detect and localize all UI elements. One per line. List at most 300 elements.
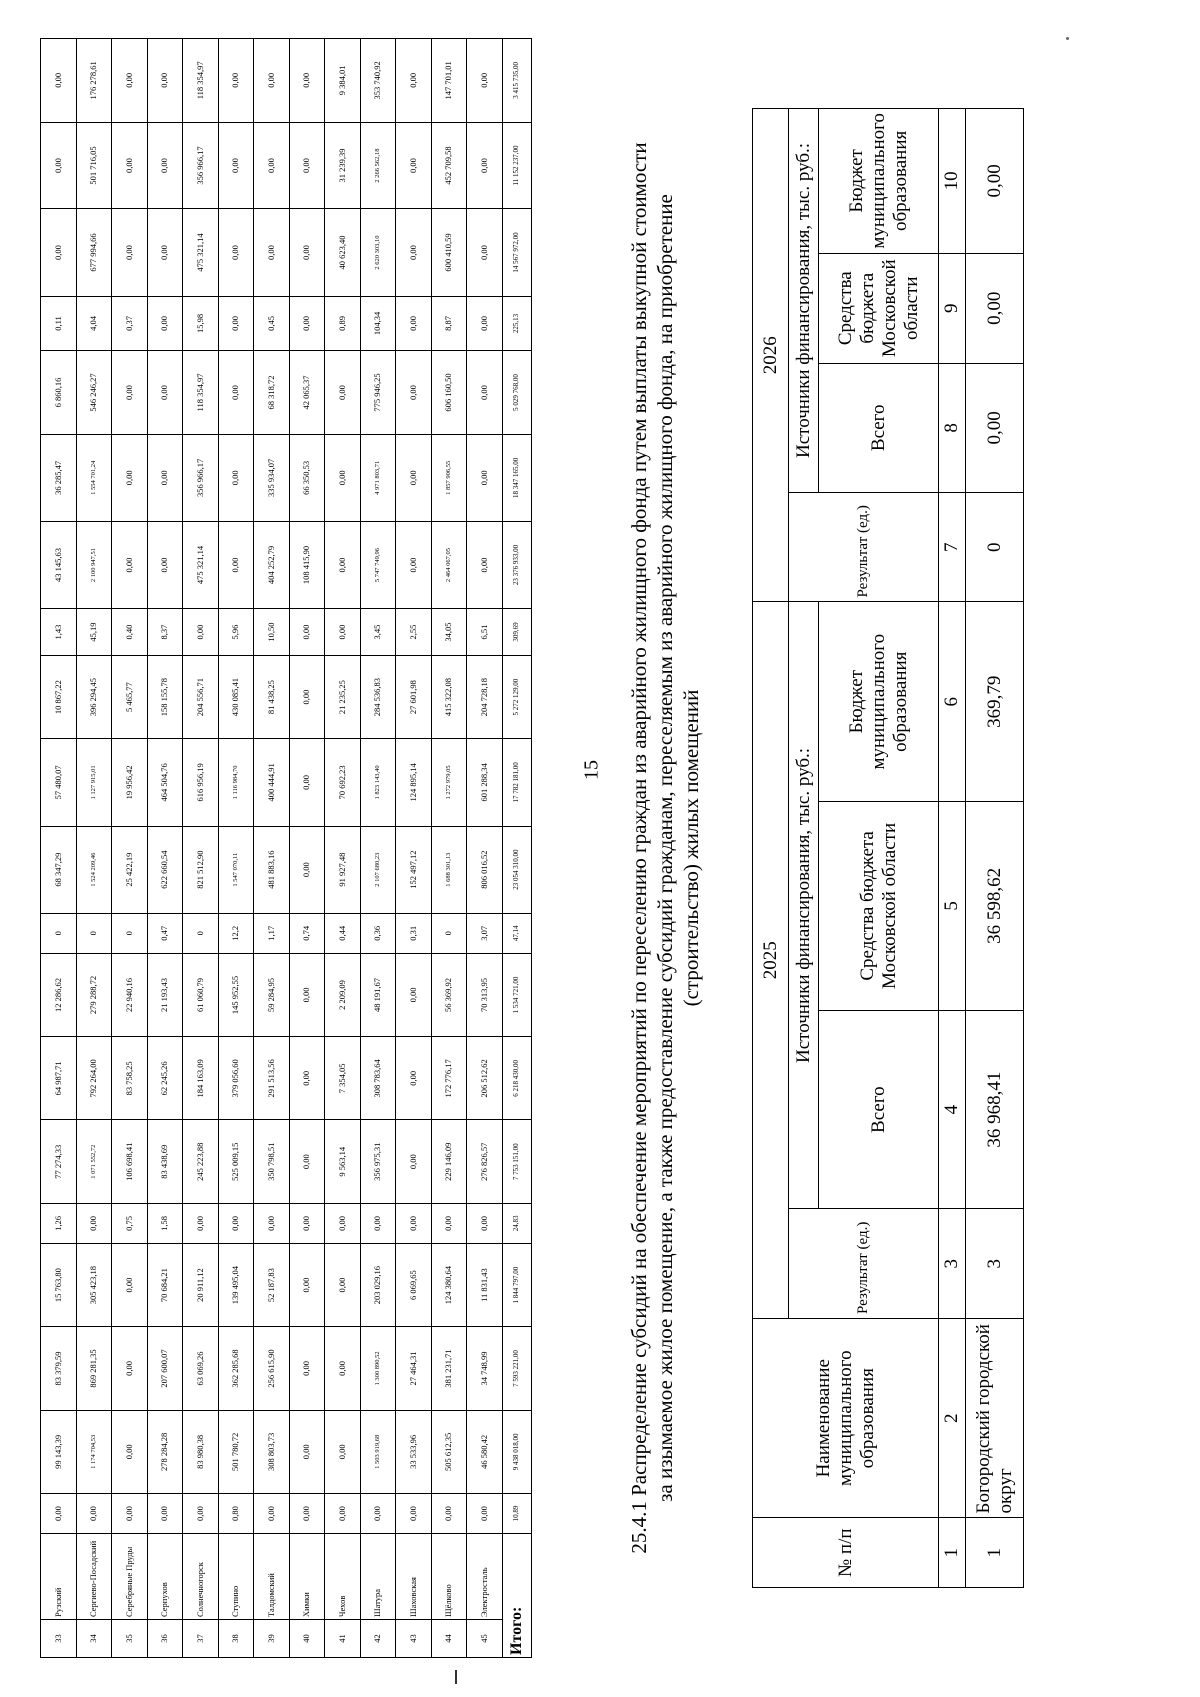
table-cell: 353 740,92 <box>360 39 396 123</box>
table-cell: 0,00 <box>396 39 432 123</box>
table-cell: 20 911,12 <box>183 1243 219 1326</box>
municipality-name: Серпухов <box>147 1534 183 1620</box>
table-cell: 379 056,60 <box>218 1037 254 1120</box>
table-cell: 0,00 <box>467 122 503 209</box>
table-cell: 34,05 <box>431 609 467 656</box>
table-cell: 430 085,41 <box>218 655 254 738</box>
table-cell: 0,00 <box>396 1203 432 1243</box>
table-cell: 0,00 <box>218 351 254 434</box>
header-municipal-2026: Бюджет муниципального образования <box>819 109 939 254</box>
table-cell: 501 780,72 <box>218 1410 254 1493</box>
total-cell: 7 753 151,00 <box>502 1120 531 1203</box>
table-cell: 2 620 303,10 <box>360 209 396 296</box>
table-row <box>254 39 290 1658</box>
table-cell: 396 294,45 <box>76 655 112 738</box>
table-cell: 59 284,95 <box>254 953 290 1036</box>
table-cell: 0 <box>112 913 148 953</box>
table-row <box>147 39 183 1658</box>
table-cell: 61 060,79 <box>183 953 219 1036</box>
header-sources-2026: Источники финансирования, тыс. руб.: <box>789 109 819 493</box>
table-cell: 0,00 <box>76 1494 112 1534</box>
table-cell: 91 927,48 <box>325 826 361 913</box>
table-cell: 0,00 <box>147 434 183 521</box>
table-cell: 452 709,58 <box>431 122 467 209</box>
table-cell: 356 966,17 <box>183 122 219 209</box>
total-label: Итого: <box>502 1534 531 1658</box>
table-cell: 36 968,41 <box>966 1010 1024 1209</box>
column-number: 4 <box>939 1010 966 1209</box>
table-cell: 501 716,05 <box>76 122 112 209</box>
table-cell: 0,00 <box>112 209 148 296</box>
row-number: 34 <box>76 1620 112 1658</box>
table-cell: 22 940,16 <box>112 953 148 1036</box>
column-number: 1 <box>939 1518 966 1588</box>
table-cell: 245 223,88 <box>183 1120 219 1203</box>
table-cell: 206 512,62 <box>467 1037 503 1120</box>
table-cell: 0,36 <box>360 913 396 953</box>
table-cell: 68 347,29 <box>41 826 77 913</box>
table-cell: 0,00 <box>289 655 325 738</box>
table-cell: 1 554 701,24 <box>76 434 112 521</box>
table-row <box>76 39 112 1658</box>
total-cell: 5 272 129,00 <box>502 655 531 738</box>
table-cell: 21 235,25 <box>325 655 361 738</box>
column-number: 10 <box>939 109 966 254</box>
table-cell: 381 231,71 <box>431 1327 467 1410</box>
table-cell: 1 174 704,53 <box>76 1410 112 1493</box>
table-cell: 2,55 <box>396 609 432 656</box>
table-cell: 145 952,55 <box>218 953 254 1036</box>
table-cell: 356 966,17 <box>183 434 219 521</box>
table-cell: 10,50 <box>254 609 290 656</box>
table-cell: 0,00 <box>325 521 361 608</box>
table-cell: 1,17 <box>254 913 290 953</box>
table-cell: 207 600,07 <box>147 1327 183 1410</box>
header-2025: 2025 <box>753 602 789 1319</box>
table-cell: 0,00 <box>467 39 503 123</box>
table-cell: 1 <box>966 1518 1024 1588</box>
table-cell: 15 763,80 <box>41 1243 77 1326</box>
table-cell: 63 069,26 <box>183 1327 219 1410</box>
table-row <box>360 39 396 1658</box>
table-cell: 278 284,28 <box>147 1410 183 1493</box>
column-number-row <box>939 109 966 1588</box>
table-cell: 1 823 143,40 <box>360 739 396 826</box>
table-cell: 118 354,97 <box>183 351 219 434</box>
table-cell: 284 536,83 <box>360 655 396 738</box>
table-cell: 1 127 915,01 <box>76 739 112 826</box>
header-num: № п/п <box>753 1518 939 1588</box>
table-cell: 0,00 <box>254 39 290 123</box>
table-cell: 0,00 <box>360 1203 396 1243</box>
table-cell: 104,34 <box>360 296 396 351</box>
table-cell: 0,00 <box>289 1037 325 1120</box>
table-cell: 0,00 <box>147 521 183 608</box>
table-cell: 0,74 <box>289 913 325 953</box>
table-cell: 66 350,53 <box>289 434 325 521</box>
table-cell: 83 438,69 <box>147 1120 183 1203</box>
total-cell: 14 567 972,00 <box>502 209 531 296</box>
table-cell: 2 107 680,23 <box>360 826 396 913</box>
table-cell: 308 783,64 <box>360 1037 396 1120</box>
table-cell: 70 692,23 <box>325 739 361 826</box>
table-cell: 546 246,27 <box>76 351 112 434</box>
table-cell: 0,00 <box>147 296 183 351</box>
table-cell: 27 601,98 <box>396 655 432 738</box>
table-cell: 350 798,51 <box>254 1120 290 1203</box>
table-cell: 0,00 <box>183 1494 219 1534</box>
table-cell: 256 615,90 <box>254 1327 290 1410</box>
table-cell: 43 145,63 <box>41 521 77 608</box>
table-cell: 0,00 <box>112 39 148 123</box>
column-number: 9 <box>939 253 966 363</box>
row-number: 37 <box>183 1620 219 1658</box>
table-cell: 0,00 <box>254 1203 290 1243</box>
table-row <box>289 39 325 1658</box>
header-result-2026: Результат (ед.) <box>789 492 939 602</box>
table-cell: 775 946,25 <box>360 351 396 434</box>
table-cell: 0,00 <box>325 351 361 434</box>
row-number: 39 <box>254 1620 290 1658</box>
table-cell: 0,00 <box>467 521 503 608</box>
table-cell: 0,00 <box>431 1203 467 1243</box>
table-cell: 475 321,14 <box>183 209 219 296</box>
table-cell: 0,00 <box>289 826 325 913</box>
table-cell: 0,00 <box>467 434 503 521</box>
table-cell: 184 163,09 <box>183 1037 219 1120</box>
table-cell: 33 533,96 <box>396 1410 432 1493</box>
table-cell: 8,37 <box>147 609 183 656</box>
total-cell: 9 438 018,00 <box>502 1410 531 1493</box>
municipality-name: Сергиево-Посадский <box>76 1534 112 1620</box>
total-cell: 47,14 <box>502 913 531 953</box>
table-row <box>396 39 432 1658</box>
table-cell: 1 272 979,05 <box>431 739 467 826</box>
rotated-page-content <box>40 38 1160 1658</box>
table-cell: 204 728,18 <box>467 655 503 738</box>
table-cell: 176 278,61 <box>76 39 112 123</box>
table-cell: 4,04 <box>76 296 112 351</box>
header-region-2025: Средства бюджета Московской области <box>819 801 939 1010</box>
table-cell: 7 354,05 <box>325 1037 361 1120</box>
section-heading: 25.4.1 Распределение субсидий на обеспечение мероприятий по переселению граждан из аварийного жилищного фонда путем выплаты выкупной стоимости за изымаемое жилое помещение, а также предоставление субсидий гражданам, переселяемым из аварийного жилищного фонда, на приобретение (строительство) жилых помещений <box>627 142 704 1554</box>
header-total-2026: Всего <box>819 363 939 492</box>
table-row <box>41 39 77 1658</box>
table-cell: 106 698,41 <box>112 1120 148 1203</box>
table-cell: 0,00 <box>218 39 254 123</box>
table-cell: 0,00 <box>218 434 254 521</box>
table-cell: 9 384,01 <box>325 39 361 123</box>
row-number: 44 <box>431 1620 467 1658</box>
total-cell: 3 415 735,00 <box>502 39 531 123</box>
table-cell: 48 191,67 <box>360 953 396 1036</box>
table-cell: 0,00 <box>41 209 77 296</box>
header-sources-2025: Источники финансирования, тыс. руб.: <box>789 602 819 1209</box>
table-row <box>218 39 254 1658</box>
table-cell: 2 100 947,51 <box>76 521 112 608</box>
table-cell: 0,00 <box>218 1203 254 1243</box>
table-cell: 0,00 <box>396 351 432 434</box>
municipality-name: Шатура <box>360 1534 396 1620</box>
total-cell: 7 593 221,00 <box>502 1327 531 1410</box>
table-cell: 400 444,91 <box>254 739 290 826</box>
table-cell: 0,00 <box>396 953 432 1036</box>
total-cell: 11 152 237,00 <box>502 122 531 209</box>
total-cell: 17 782 181,00 <box>502 739 531 826</box>
table-cell: 0,00 <box>218 521 254 608</box>
table-cell: 0,00 <box>325 434 361 521</box>
table-cell: 0,00 <box>289 1327 325 1410</box>
table-cell: 0,00 <box>966 109 1024 254</box>
table-cell: 0 <box>431 913 467 953</box>
municipality-name: Химки <box>289 1534 325 1620</box>
table-cell: 0,00 <box>254 1494 290 1534</box>
table-cell: 3,07 <box>467 913 503 953</box>
table-cell: 62 245,26 <box>147 1037 183 1120</box>
table-cell: 1 547 070,11 <box>218 826 254 913</box>
table-cell: 12,2 <box>218 913 254 953</box>
municipality-name: Рузский <box>41 1534 77 1620</box>
table-cell: 6,51 <box>467 609 503 656</box>
table-cell: 19 956,42 <box>112 739 148 826</box>
table-cell: 0 <box>76 913 112 953</box>
table-cell: 229 146,09 <box>431 1120 467 1203</box>
table-cell: 31 239,39 <box>325 122 361 209</box>
table-cell: 0,00 <box>396 122 432 209</box>
table-cell: 1 524 209,46 <box>76 826 112 913</box>
table-cell: 404 252,79 <box>254 521 290 608</box>
table-cell: 362 285,68 <box>218 1327 254 1410</box>
table-cell: 5 747 749,96 <box>360 521 396 608</box>
table-cell: 1 071 552,72 <box>76 1120 112 1203</box>
table-cell: 0,00 <box>289 609 325 656</box>
header-total-2025: Всего <box>819 1010 939 1209</box>
table-cell: 0,00 <box>289 39 325 123</box>
header-name: Наименование муниципального образования <box>753 1319 939 1518</box>
table-cell: 0,00 <box>467 209 503 296</box>
table-cell: 0,00 <box>325 1327 361 1410</box>
table-cell: 0,44 <box>325 913 361 953</box>
total-row <box>502 39 531 1658</box>
table-cell: 1,58 <box>147 1203 183 1243</box>
table-cell: 6 860,16 <box>41 351 77 434</box>
table-cell: 56 369,92 <box>431 953 467 1036</box>
table-cell: 308 803,73 <box>254 1410 290 1493</box>
municipality-name: Чехов <box>325 1534 361 1620</box>
municipality-name: Ступино <box>218 1534 254 1620</box>
table-cell: 81 438,25 <box>254 655 290 738</box>
table-cell: 0,00 <box>289 1243 325 1326</box>
table-cell: 0,00 <box>325 1410 361 1493</box>
header-region-2026: Средства бюджета Московской области <box>819 253 939 363</box>
table-cell: 152 497,12 <box>396 826 432 913</box>
table-cell: 8,87 <box>431 296 467 351</box>
table-cell: 4 971 803,71 <box>360 434 396 521</box>
table-cell: 0,00 <box>325 609 361 656</box>
row-number: 41 <box>325 1620 361 1658</box>
table-cell: 600 410,59 <box>431 209 467 296</box>
table-cell: 0,00 <box>112 351 148 434</box>
row-number: 33 <box>41 1620 77 1658</box>
table-cell: 83 379,59 <box>41 1327 77 1410</box>
table-cell: 0,37 <box>112 296 148 351</box>
table-cell: 792 264,00 <box>76 1037 112 1120</box>
column-number: 3 <box>939 1209 966 1319</box>
table-cell: 2 209,09 <box>325 953 361 1036</box>
column-number: 6 <box>939 602 966 801</box>
table-cell: 42 065,37 <box>289 351 325 434</box>
table-cell: 0,00 <box>360 1494 396 1534</box>
table-cell: 36 598,62 <box>966 801 1024 1010</box>
total-cell: 24,83 <box>502 1203 531 1243</box>
table-cell: 0,11 <box>41 296 77 351</box>
table-cell: 276 826,57 <box>467 1120 503 1203</box>
table-cell: 0,00 <box>467 351 503 434</box>
table-cell: 0,00 <box>396 296 432 351</box>
municipality-name: Солнечногорск <box>183 1534 219 1620</box>
table-cell: 356 975,31 <box>360 1120 396 1203</box>
row-number: 40 <box>289 1620 325 1658</box>
header-municipal-2025: Бюджет муниципального образования <box>819 602 939 801</box>
row-number: 36 <box>147 1620 183 1658</box>
table-cell: 172 776,17 <box>431 1037 467 1120</box>
table-cell: 68 318,72 <box>254 351 290 434</box>
table-cell: 0,00 <box>218 209 254 296</box>
distribution-table <box>752 108 1024 1588</box>
total-cell: 5 029 768,00 <box>502 351 531 434</box>
table-cell: 464 504,76 <box>147 739 183 826</box>
table-cell: 0,00 <box>147 209 183 296</box>
table-cell: 0,75 <box>112 1203 148 1243</box>
table-cell: 0,00 <box>112 1243 148 1326</box>
table-cell: 0,00 <box>289 1120 325 1203</box>
table-cell: 415 322,08 <box>431 655 467 738</box>
table-cell: 481 883,16 <box>254 826 290 913</box>
table-cell: 601 288,34 <box>467 739 503 826</box>
table-cell: 15,98 <box>183 296 219 351</box>
table-cell: 0,00 <box>289 1494 325 1534</box>
table-cell: 0,00 <box>112 521 148 608</box>
table-cell: 0,80 <box>218 1494 254 1534</box>
header-result-2025: Результат (ед.) <box>789 1209 939 1319</box>
table-cell: 0,00 <box>325 1243 361 1326</box>
table-cell: 45,19 <box>76 609 112 656</box>
table-cell: 0,00 <box>325 1203 361 1243</box>
row-number: 35 <box>112 1620 148 1658</box>
table-cell: 821 512,90 <box>183 826 219 913</box>
table-cell: 475 321,14 <box>183 521 219 608</box>
total-cell: 6 218 430,00 <box>502 1037 531 1120</box>
table-cell: 279 288,72 <box>76 953 112 1036</box>
table-row <box>112 39 148 1658</box>
table-cell: 0,00 <box>41 1494 77 1534</box>
table-cell: 0,00 <box>325 1494 361 1534</box>
table-cell: 0 <box>41 913 77 953</box>
table-cell: 505 612,35 <box>431 1410 467 1493</box>
table-cell: 0,00 <box>289 739 325 826</box>
table-cell: 1 116 984,70 <box>218 739 254 826</box>
table-cell: 12 286,62 <box>41 953 77 1036</box>
municipality-name: Щёлково <box>431 1534 467 1620</box>
table-cell: 0 <box>183 913 219 953</box>
total-cell: 18 347 165,00 <box>502 434 531 521</box>
table-cell: 21 193,43 <box>147 953 183 1036</box>
table-row <box>431 39 467 1658</box>
row-number: 42 <box>360 1620 396 1658</box>
table-cell: 806 016,52 <box>467 826 503 913</box>
column-number: 2 <box>939 1319 966 1518</box>
table-cell: 606 160,50 <box>431 351 467 434</box>
table-cell: 0,00 <box>218 296 254 351</box>
table-cell: 203 029,16 <box>360 1243 396 1326</box>
table-row <box>325 39 361 1658</box>
table-cell: 27 464,31 <box>396 1327 432 1410</box>
table-cell: 1 503 919,68 <box>360 1410 396 1493</box>
total-cell: 1 844 797,00 <box>502 1243 531 1326</box>
table-cell: 10 867,22 <box>41 655 77 738</box>
total-cell: 1 534 721,00 <box>502 953 531 1036</box>
table-cell: 0,00 <box>289 209 325 296</box>
table-cell: 1 300 890,52 <box>360 1327 396 1410</box>
table-cell: 335 934,07 <box>254 434 290 521</box>
table-cell: 0,00 <box>966 363 1024 492</box>
table-cell: 0,00 <box>147 351 183 434</box>
table-cell: 525 009,15 <box>218 1120 254 1203</box>
table-cell: 0,00 <box>183 609 219 656</box>
table-cell: 0,00 <box>467 1494 503 1534</box>
table-cell: 3 <box>966 1209 1024 1319</box>
table-cell: 0,00 <box>41 39 77 123</box>
table-cell: 5,96 <box>218 609 254 656</box>
table-cell: 204 556,71 <box>183 655 219 738</box>
table-cell: 0,00 <box>431 1494 467 1534</box>
table-cell: 1 857 906,55 <box>431 434 467 521</box>
municipality-name: Шаховская <box>396 1534 432 1620</box>
table-cell: 0,00 <box>112 1494 148 1534</box>
municipality-name: Серебряные Пруды <box>112 1534 148 1620</box>
table-cell: 677 994,66 <box>76 209 112 296</box>
table-cell: 0,00 <box>41 122 77 209</box>
table-cell: 118 354,97 <box>183 39 219 123</box>
table-cell: 1,26 <box>41 1203 77 1243</box>
table-cell: 3,45 <box>360 609 396 656</box>
table-cell: 0,00 <box>112 1327 148 1410</box>
table-cell: 0,89 <box>325 296 361 351</box>
table-cell: 64 987,71 <box>41 1037 77 1120</box>
table-cell: 70 684,21 <box>147 1243 183 1326</box>
municipality-name: Богородский городской округ <box>966 1319 1024 1518</box>
table-cell: 83 758,25 <box>112 1037 148 1120</box>
table-cell: 0,31 <box>396 913 432 953</box>
table-cell: 0,00 <box>112 122 148 209</box>
table-cell: 0,47 <box>147 913 183 953</box>
table-cell: 124 380,64 <box>431 1243 467 1326</box>
municipality-name: Электросталь <box>467 1534 503 1620</box>
table-cell: 2 266 562,18 <box>360 122 396 209</box>
table-cell: 369,79 <box>966 602 1024 801</box>
table-cell: 305 423,18 <box>76 1243 112 1326</box>
column-number: 8 <box>939 363 966 492</box>
table-cell: 0,00 <box>254 122 290 209</box>
table-cell: 869 281,35 <box>76 1327 112 1410</box>
total-cell: 309,69 <box>502 609 531 656</box>
table-cell: 616 956,19 <box>183 739 219 826</box>
table-cell: 108 415,90 <box>289 521 325 608</box>
table-cell: 2 464 067,05 <box>431 521 467 608</box>
total-cell: 225,13 <box>502 296 531 351</box>
table-cell: 52 187,83 <box>254 1243 290 1326</box>
table-cell: 0,45 <box>254 296 290 351</box>
